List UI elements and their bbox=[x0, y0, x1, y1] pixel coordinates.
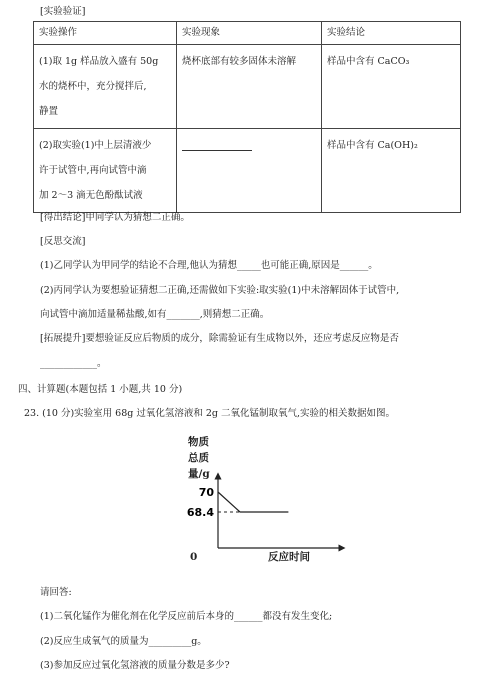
row1-op-line: 水的烧杯中，充分搅拌后, bbox=[39, 81, 147, 92]
series-line bbox=[218, 492, 288, 512]
extension-line-1: [拓展提升]要想验证反应后物质的成分，除需验证有生成物以外，还应考虑反应物是否 bbox=[40, 333, 399, 344]
header-conclusion: 实验结论 bbox=[322, 22, 461, 45]
row2-op-line: 加 2～3 滴无色酚酞试液 bbox=[39, 190, 143, 201]
row1-operation bbox=[34, 45, 177, 129]
row2-op-line: 许于试管中,再向试管中滴 bbox=[39, 165, 147, 176]
row2-operation bbox=[34, 129, 177, 213]
question-2-line-1: (2)丙同学认为要想验证猜想二正确,还需做如下实验:取实验(1)中未溶解固体于试管中, bbox=[40, 285, 400, 296]
table-header-row bbox=[34, 22, 461, 45]
row1-phenomenon: 烧杯底部有较多固体未溶解 bbox=[177, 45, 322, 129]
section-4-heading: 四、计算题(本题包括 1 小题,共 10 分) bbox=[18, 384, 183, 395]
table-row bbox=[34, 129, 461, 213]
section-verify-heading: [实验验证] bbox=[40, 6, 86, 17]
chart-xlabel: 反应时间 bbox=[268, 551, 310, 563]
reflection-title: [反思交流] bbox=[40, 236, 86, 247]
row2-op-line: (2)取实验(1)中上层清液少 bbox=[39, 140, 152, 151]
answer-blank bbox=[182, 141, 252, 151]
row2-phenomenon-blank bbox=[177, 129, 322, 213]
answer-prompt: 请回答: bbox=[40, 587, 72, 598]
row1-op-line: (1)取 1g 样品放入盛有 50g bbox=[39, 56, 159, 67]
header-operation: 实验操作 bbox=[34, 22, 177, 45]
chart-ylabel-line: 总质 bbox=[188, 452, 209, 464]
table-row bbox=[34, 45, 461, 129]
row1-op-line: 静置 bbox=[39, 106, 59, 117]
mass-time-chart bbox=[180, 470, 350, 575]
chart-ylabel-line: 量/g bbox=[188, 468, 210, 480]
row2-conclusion: 样品中含有 Ca(OH)₂ bbox=[322, 129, 461, 213]
question-2-line-2: 向试管中滴加适量稀盐酸,如有_______,则猜想二正确。 bbox=[40, 309, 270, 320]
y-tick-label: 68.4 bbox=[186, 506, 214, 519]
header-phenomenon: 实验现象 bbox=[177, 22, 322, 45]
question-23: 23. (10 分)实验室用 68g 过氧化氢溶液和 2g 二氧化锰制取氧气,实验的相关数据如图。 bbox=[24, 408, 396, 419]
answer-3: (3)参加反应过氧化氢溶液的质量分数是多少? bbox=[40, 660, 230, 671]
experiment-table bbox=[33, 21, 461, 213]
answer-2: (2)反应生成氧气的质量为_________g。 bbox=[40, 636, 207, 647]
y-tick-label: 70 bbox=[198, 486, 214, 499]
row1-conclusion: 样品中含有 CaCO₃ bbox=[322, 45, 461, 129]
answer-1: (1)二氧化锰作为催化剂在化学反应前后本身的______都没有发生变化; bbox=[40, 611, 333, 622]
chart-ylabel-line: 物质 bbox=[188, 436, 209, 448]
conclusion-text: [得出结论]甲同学认为猜想二正确。 bbox=[40, 212, 190, 223]
extension-line-2: ____________。 bbox=[40, 358, 107, 369]
question-1: (1)乙同学认为甲同学的结论不合理,他认为猜想_____也可能正确,原因是______。 bbox=[40, 260, 378, 271]
chart-origin-label: 0 bbox=[190, 551, 198, 563]
